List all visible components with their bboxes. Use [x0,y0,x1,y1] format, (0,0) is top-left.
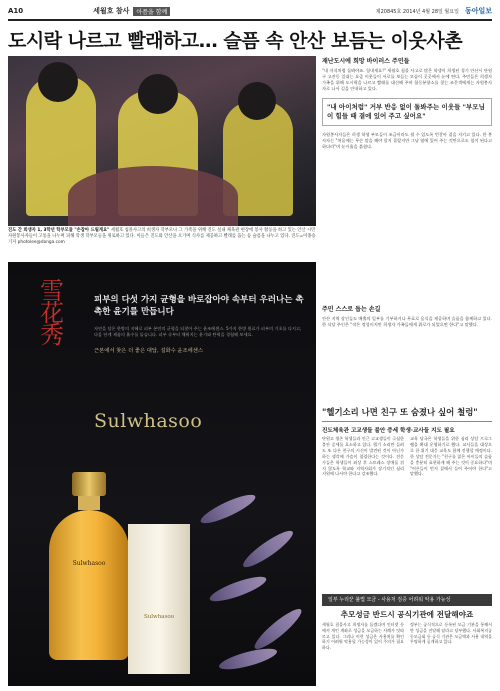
notice-column: 세월호 침몰사고 희생자를 돕겠다며 인터넷 등에서 개인 계좌로 성금을 모금하는 사례가 잇따르고 있다. 그러나 이런 성금은 사용처를 확인하기 어려워 악용될 가능성이 있어 주의가 필요하다. [322,622,404,651]
article-subhead: 주민 스스로 돕는 손길 [322,306,381,313]
article-headline: "헬기소리 나면 친구 또 숨졌나 싶어 철렁" [322,407,478,417]
subsection-badge: 아픔을 함께 [133,7,170,16]
article-column: 단원고 생존 학생들과 인근 고교생들이 극심한 불안 증세를 호소하고 있다. 헬기 소리만 들려도 또 다른 친구의 시신이 발견된 것이 아닌가 하는 생각에 가슴이 철렁한다는 것이다. 전문가들은 학생들이 외상 후 스트레스 장애를 겪지 않도록 학교와 지역사회가 장기적인 심리 지원에 나서야 한다고 강조했다. [322,436,404,477]
bottle-neck [78,496,100,510]
decorative-feathers [188,482,316,682]
right-column-section-2 [322,304,492,328]
bottle-body [49,510,129,660]
article-subhead: 재난도시에 희망 바이러스 주민들 [322,58,410,65]
box-label: Sulwhasoo [143,614,175,620]
paper-name: 동아일보 [464,7,492,15]
head-shape [138,74,178,114]
product-bottle [44,472,134,664]
head-shape [238,82,276,120]
caption-credit: 진도=이종승 기자 photolee@donga.com [8,234,316,245]
notice-bar: 일부 누리꾼 불법 모금 - 사용처 검증 어려워 악용 가능성 [322,594,492,606]
issue-info: 제20845호 2014년 4월 28일 월요일 [375,8,459,15]
caption-lead: 진도 간 희생자 1, 3학년 학부모들 "손잡아 드릴게요" [8,228,110,233]
notice-headline: 추모성금 반드시 공식기관에 전달해야죠 [340,610,474,619]
bottle-label: Sulwhasoo [72,560,106,567]
ad-body: 자연을 담은 한방의 지혜로 피부 본연의 균형을 되찾아 주는 윤조에센스. 5가지 한방 원료가 피부의 기초를 다지고, 다음 단계 제품의 흡수를 돕습니다. 피부 속부터 채워지는 윤기와 탄력을 경험해 보세요. [94,326,302,338]
pull-quote: "내 아이처럼" 거부 반응 없이 돌봐주는 이웃들 "부모님이 힘들 때 곁에 있어 주고 싶어요" [327,103,485,120]
page-number: A10 [8,7,24,15]
article-text: "내 자식처럼 돌봐야죠. 힘내세요!" 세월호 침몰 사고로 많은 학생이 희생된 경기 안산시 단원구 고잔동 일대는 요즘 이웃들이 서로를 보듬는 모습이 곳곳에서 눈에 띈다. 주민들은 희생자 가족을 위해 도시락을 나르고 빨래를 대신해 주며 합동분향소를 찾는 조문객에게는 자원봉사자로 나서 길을 안내하고 있다. [322,68,492,91]
notice-column: 정부는 공식적으로 등록된 모금 기관을 통해서만 성금을 전달해 달라고 당부했다. 사회복지공동모금회 등 공식 기관은 모금액과 사용 내역을 투명하게 공개하고 있다. [410,622,492,645]
news-photo [8,56,316,226]
article-2 [322,426,492,477]
product-box [128,524,190,674]
divider [322,421,492,422]
ad-brand: Sulwhasoo [94,410,203,432]
caption-text: 세월호 침몰사고의 희생자 학부모나 그 가족을 위해 진도 실내 체육관 현장에 봉사 활동을 하고 있는 안산 시민 자원봉사자들이 고통을 나누며 피해 학생 학부모들을 위로하고 있다. 이들은 진도와 안산을 오가며 식사를 제공하고 빨래를 돕는 등 슬픔을 나누고 있다. [8,228,316,239]
masthead [8,4,492,18]
bottle-cap [72,472,106,496]
head-shape [38,62,78,102]
article-text: 안산 지역 상인들도 매출의 일부를 기부하거나 무료로 음식을 제공하며 슬픔을 함께하고 있다. 한 식당 주인은 "작은 정성이지만 희생자 가족들에게 위로가 되었으면 한다"고 말했다. [322,316,492,327]
ad-copy [94,294,304,354]
brand-logo-glyph: 雪花秀 [40,277,64,349]
top-rule [8,19,492,21]
ad-subtitle: 근본에서 찾은 더 좋은 대답, 설화수 윤조에센스 [94,348,204,355]
photo-caption [8,228,316,246]
article-subhead: 진도체육관 고교생들 불안 증세 학생·교사들 지도 필요 [322,428,455,434]
pull-quote-box [322,98,492,126]
ad-tagline: 피부의 다섯 가지 균형을 바로잡아야 속부터 우러나는 촉촉한 윤기를 만듭니다 [94,295,304,317]
article-column: 교육 당국은 학생들을 위한 심리 상담 프로그램을 확대 운영하기로 했다. 교사들을 대상으로 한 위기 대응 교육도 함께 진행할 예정이다. 한 상담 전문가는 "친구를 잃은 아이들의 슬픔을 충분히 표현하게 해 주는 것이 중요하다"며 "어른들이 먼저 곁에서 들어 주어야 한다"고 말했다. [410,436,492,477]
foreground-figure [68,166,238,226]
advertisement[interactable] [8,262,316,686]
page-headline: 도시락 나르고 빨래하고… 슬픔 속 안산 보듬는 이웃사촌 [8,30,463,52]
right-column-article [322,56,492,150]
section-title: 세월호 참사 [93,7,130,15]
notice-body [322,622,492,651]
article-text: 자원봉사자들은 희생 학생 부모들이 조금이라도 쉴 수 있도록 번갈아 곁을 지키고 있다. 한 봉사자는 "처음에는 무슨 말을 해야 할지 몰랐지만 그냥 옆에 있어 주는 것만으로도 힘이 된다고 하더라"며 눈시울을 붉혔다. [322,132,492,149]
